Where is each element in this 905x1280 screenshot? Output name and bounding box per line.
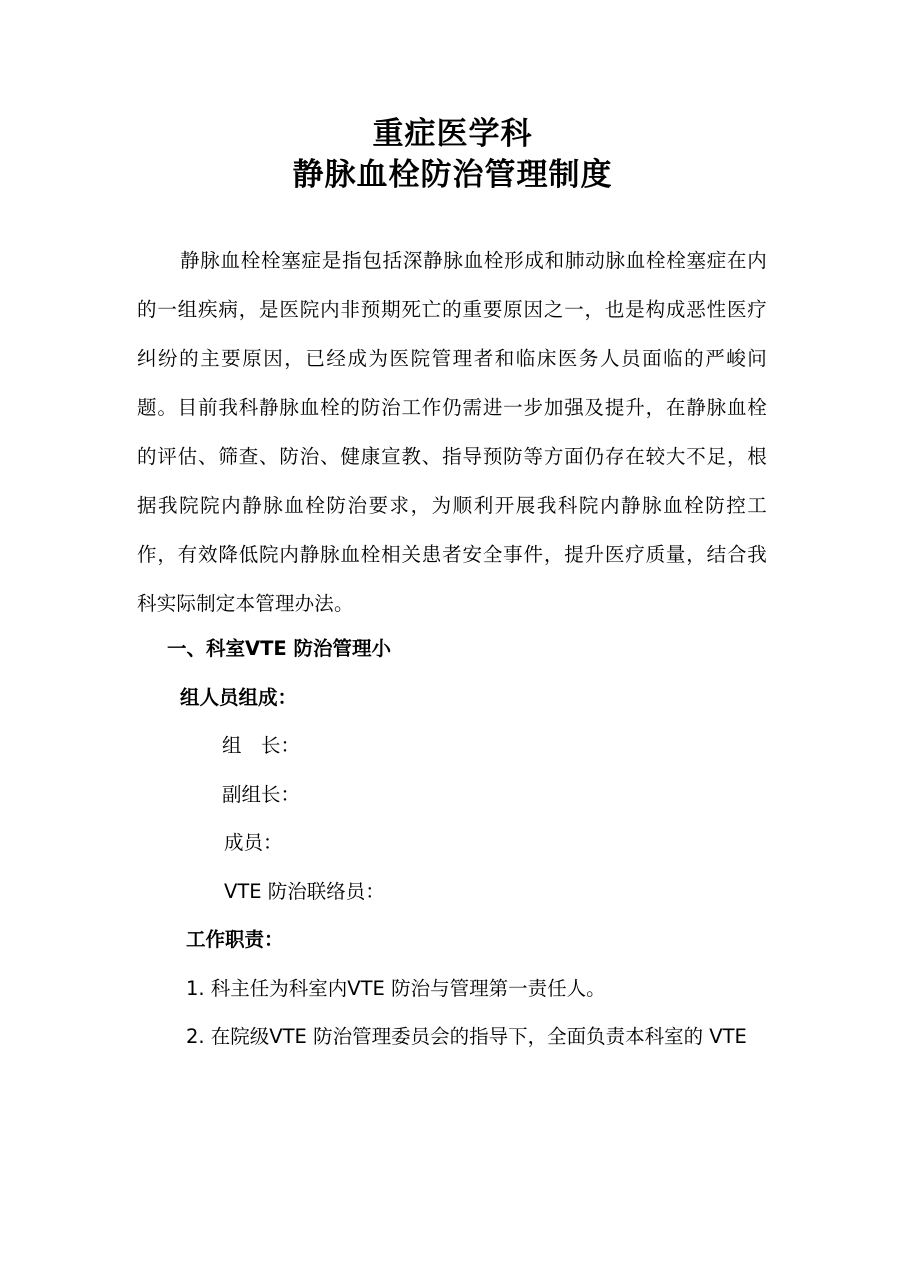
duty-item: 1. 科主任为科室内VTE 防治与管理第一责任人。: [186, 977, 606, 1000]
role-leader: 组 长：: [222, 734, 301, 757]
duty-item: 2. 在院级VTE 防治管理委员会的指导下，全面负责本科室的 VTE: [186, 1025, 747, 1048]
intro-paragraph: 静脉血栓栓塞症是指包括深静脉血栓形成和肺动脉血栓栓塞症在内的一组疾病，是医院内非预期死亡的重要原因之一，也是构成恶性医疗纠纷的主要原因，已经成为医院管理者和临床医务人员面临的严峻问题。目前我科静脉血栓的防治工作仍需进一步加强及提升，在静脉血栓的评估、筛查、防治、健康宣教、指导预防等方面仍存在较大不足，根据我院院内静脉血栓防治要求，为顺利开展我科院内静脉血栓防控工作，有效降低院内静脉血栓相关患者安全事件，提升医疗质量，结合我科实际制定本管理办法。: [137, 249, 767, 615]
section1-heading-continued: 组人员组成：: [180, 686, 298, 709]
role-members: 成员：: [224, 831, 283, 854]
document-title-department: 重症医学科: [372, 116, 533, 152]
duties-heading: 工作职责：: [186, 928, 284, 951]
section1-heading: 一、科室VTE 防治管理小: [167, 637, 392, 660]
role-deputy-leader: 副组长：: [222, 783, 301, 806]
role-liaison: VTE 防治联络员：: [224, 880, 385, 903]
document-title-policy: 静脉血栓防治管理制度: [292, 157, 613, 193]
